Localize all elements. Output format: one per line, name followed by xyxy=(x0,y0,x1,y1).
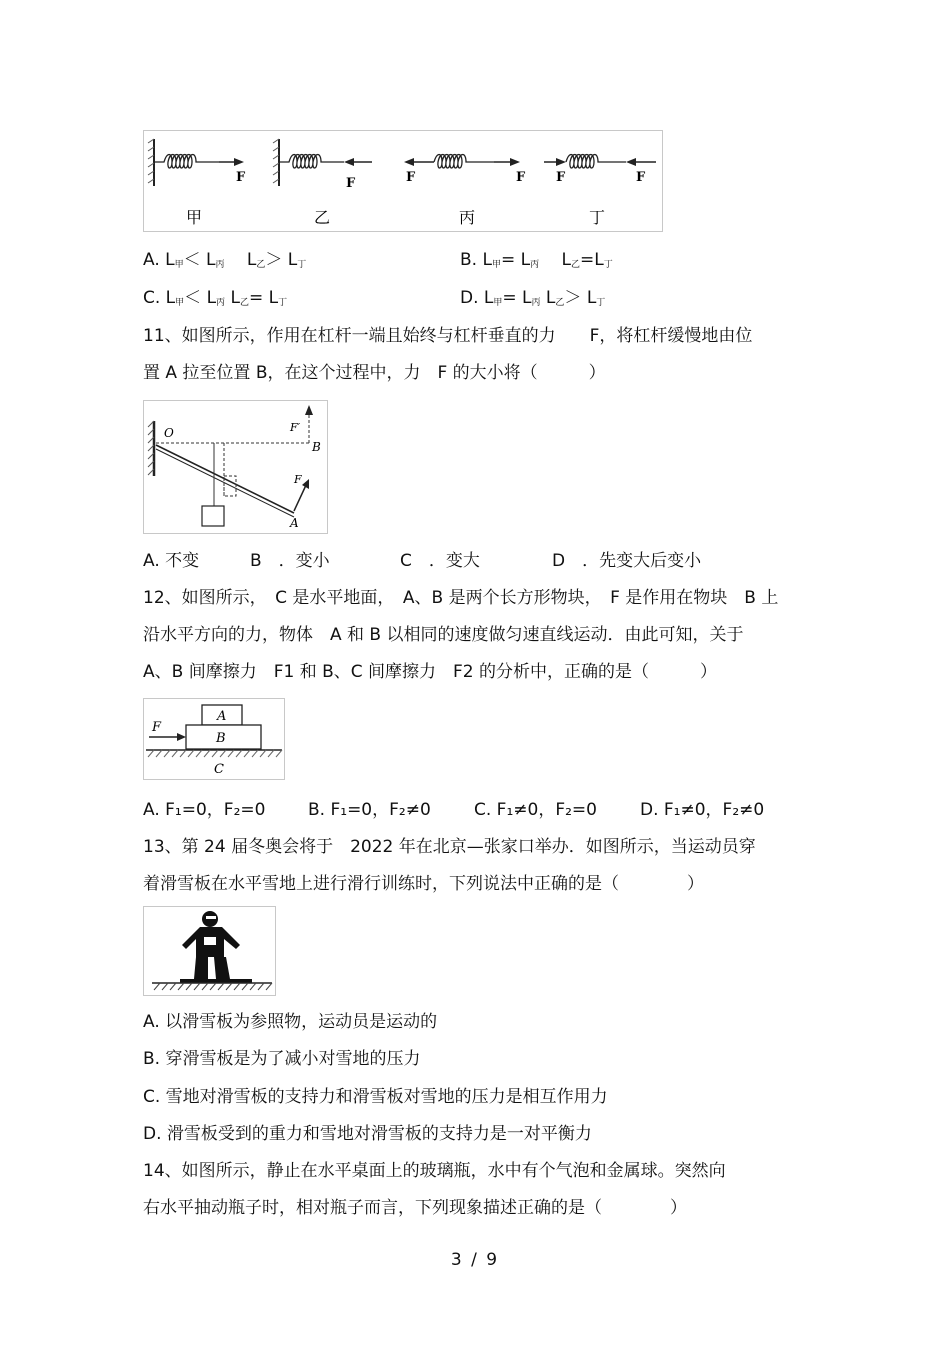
point-o-label: O xyxy=(164,426,174,440)
point-b-label: B xyxy=(312,440,321,454)
q12-option-a: A. F₁=0，F₂=0 xyxy=(143,800,266,820)
q13-option-c: C. 雪地对滑雪板的支持力和滑雪板对雪地的压力是相互作用力 xyxy=(143,1087,608,1107)
q11-option-b: B ．变小 xyxy=(250,551,330,571)
q10-option-b: B. $L_甲= L_丙$ $L_乙=L_丁$ xyxy=(460,250,613,270)
q10-option-d: D. $L_甲= L_丙$ $L_乙> L_丁$ xyxy=(460,288,606,308)
q13-stem-line2: 着滑雪板在水平雪地上进行滑行训练时，下列说法中正确的是（ ） xyxy=(143,874,704,894)
force-label: F xyxy=(516,170,526,185)
label-yi: 乙 xyxy=(314,208,331,227)
blocks-diagram xyxy=(144,699,284,779)
label-jia: 甲 xyxy=(186,208,203,227)
blocks-figure xyxy=(143,698,285,780)
block-a-label: A xyxy=(217,709,227,724)
force-label: F xyxy=(236,170,246,185)
q14-stem-line2: 右水平抽动瓶子时，相对瓶子而言，下列现象描述正确的是（ ） xyxy=(143,1198,687,1218)
q11-option-d: D ．先变大后变小 xyxy=(552,551,702,571)
force-label: F xyxy=(346,176,356,191)
q11-stem-line2: 置 A 拉至位置 B，在这个过程中，力 F 的大小将（ ） xyxy=(143,363,606,383)
block-b-label: B xyxy=(216,731,226,746)
force-f-label: F xyxy=(152,720,162,735)
q12-option-c: C. F₁≠0，F₂=0 xyxy=(474,800,597,820)
skier-diagram xyxy=(144,907,275,995)
q11-stem-line1: 11、如图所示，作用在杠杆一端且始终与杠杆垂直的力 F，将杠杆缓慢地由位 xyxy=(143,326,753,346)
ground-c-label: C xyxy=(214,762,224,777)
q10-option-a: A. $L_甲< L_丙$ $L_乙> L_丁$ xyxy=(143,250,307,270)
force-label: F xyxy=(556,170,566,185)
spring-ding xyxy=(544,155,656,186)
page-number: 3 / 9 xyxy=(450,1250,500,1270)
spring-bing xyxy=(404,155,526,186)
force-label: F xyxy=(406,170,416,185)
point-a-label: A xyxy=(290,516,299,530)
spring-yi xyxy=(273,139,372,191)
q12-stem-line2: 沿水平方向的力，物体 A 和 B 以相同的速度做匀速直线运动．由此可知，关于 xyxy=(143,625,744,645)
label-ding: 丁 xyxy=(589,208,606,227)
q11-option-a: A. 不变 xyxy=(143,551,200,571)
q14-stem-line1: 14、如图所示，静止在水平桌面上的玻璃瓶，水中有个气泡和金属球。突然向 xyxy=(143,1161,726,1181)
spring-jia xyxy=(148,139,246,186)
label-bing: 丙 xyxy=(459,208,476,227)
force-label: F xyxy=(636,170,646,185)
q13-option-a: A. 以滑雪板为参照物，运动员是运动的 xyxy=(143,1012,438,1032)
q12-option-d: D. F₁≠0，F₂≠0 xyxy=(640,800,765,820)
q12-option-b: B. F₁=0，F₂≠0 xyxy=(308,800,431,820)
lever-figure xyxy=(143,400,328,534)
force-f-prime-label: F′ xyxy=(290,421,301,434)
q13-option-b: B. 穿滑雪板是为了减小对雪地的压力 xyxy=(143,1049,421,1069)
q11-option-c: C ．变大 xyxy=(400,551,480,571)
force-f-label: F xyxy=(294,473,302,486)
q12-stem-line1: 12、如图所示， C 是水平地面， A、B 是两个长方形物块， F 是作用在物块 B 上 xyxy=(143,588,779,608)
spring-figure xyxy=(143,130,663,232)
q13-stem-line1: 13、第 24 届冬奥会将于 2022 年在北京—张家口举办．如图所示，当运动员穿 xyxy=(143,837,756,857)
q13-option-d: D. 滑雪板受到的重力和雪地对滑雪板的支持力是一对平衡力 xyxy=(143,1124,592,1144)
q12-stem-line3: A、B 间摩擦力 F1 和 B、C 间摩擦力 F2 的分析中，正确的是（ ） xyxy=(143,662,718,682)
spring-diagram xyxy=(144,131,662,231)
lever-diagram xyxy=(144,401,327,533)
skier-figure xyxy=(143,906,276,996)
q10-option-c: C. $L_甲< L_丙$ $L_乙= L_丁$ xyxy=(143,288,288,308)
